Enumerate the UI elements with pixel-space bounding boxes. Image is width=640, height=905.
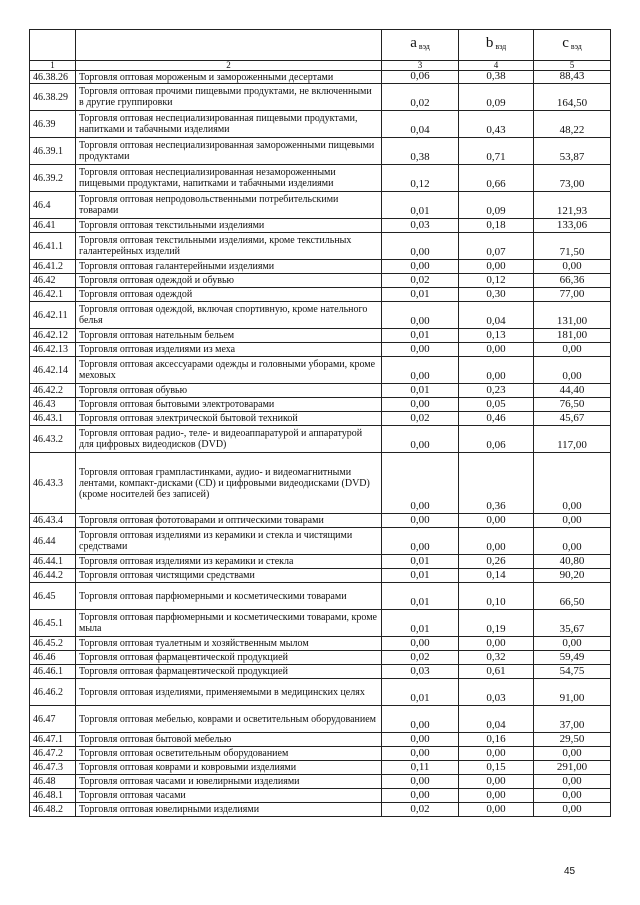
- table-row: [30, 665, 611, 679]
- table-row: [30, 71, 611, 84]
- row-b-value: 0,03: [459, 679, 534, 706]
- row-code: 46.48.2: [30, 803, 76, 817]
- row-b-value: 0,26: [459, 555, 534, 569]
- row-c-value: 0,00: [534, 803, 611, 817]
- row-c-value: 291,00: [534, 761, 611, 775]
- row-name: Торговля оптовая прочими пищевыми продуктами, не включенными в другие группировки: [76, 84, 382, 111]
- table-row: [30, 761, 611, 775]
- row-name: Торговля оптовая фармацевтической продукцией: [76, 665, 382, 679]
- row-c-value: 91,00: [534, 679, 611, 706]
- row-name: Торговля оптовая фототоварами и оптическими товарами: [76, 514, 382, 528]
- row-b-value: 0,10: [459, 583, 534, 610]
- table-row: [30, 260, 611, 274]
- table-row: [30, 138, 611, 165]
- row-a-value: 0,00: [382, 453, 459, 514]
- column-number: 2: [76, 61, 382, 71]
- row-code: 46.41.2: [30, 260, 76, 274]
- row-b-value: 0,00: [459, 514, 534, 528]
- row-c-value: 181,00: [534, 329, 611, 343]
- row-code: 46.43.1: [30, 412, 76, 426]
- header-a-letter: a: [410, 35, 417, 51]
- table-row: [30, 775, 611, 789]
- row-name: Торговля оптовая электрической бытовой техникой: [76, 412, 382, 426]
- row-c-value: 66,50: [534, 583, 611, 610]
- table-row: [30, 610, 611, 637]
- row-code: 46.42.12: [30, 329, 76, 343]
- row-b-value: 0,61: [459, 665, 534, 679]
- header-c-cell: [534, 30, 611, 61]
- row-code: 46.48.1: [30, 789, 76, 803]
- table-row: [30, 329, 611, 343]
- row-name: Торговля оптовая одеждой: [76, 288, 382, 302]
- row-b-value: 0,00: [459, 260, 534, 274]
- row-code: 46.39.2: [30, 165, 76, 192]
- row-code: 46.47.1: [30, 733, 76, 747]
- table-row: [30, 384, 611, 398]
- row-c-value: 59,49: [534, 651, 611, 665]
- row-c-value: 0,00: [534, 637, 611, 651]
- row-a-value: 0,00: [382, 233, 459, 260]
- row-name: Торговля оптовая изделиями из керамики и стекла и чистящими средствами: [76, 528, 382, 555]
- table-row: [30, 192, 611, 219]
- header-c-letter: c: [562, 35, 569, 51]
- row-c-value: 0,00: [534, 775, 611, 789]
- row-b-value: 0,00: [459, 775, 534, 789]
- row-c-value: 121,93: [534, 192, 611, 219]
- row-name: Торговля оптовая неспециализированная замороженными пищевыми продуктами: [76, 138, 382, 165]
- row-code: 46.45.1: [30, 610, 76, 637]
- row-code: 46.42.1: [30, 288, 76, 302]
- row-code: 46.42.2: [30, 384, 76, 398]
- row-c-value: 0,00: [534, 343, 611, 357]
- row-name: Торговля оптовая изделиями из меха: [76, 343, 382, 357]
- row-code: 46.47.2: [30, 747, 76, 761]
- row-c-value: 133,06: [534, 219, 611, 233]
- row-name: Торговля оптовая радио-, теле- и видеоаппаратурой и аппаратурой для цифровых видеодисков (DVD): [76, 426, 382, 453]
- table-row: [30, 679, 611, 706]
- row-b-value: 0,15: [459, 761, 534, 775]
- table-row: [30, 274, 611, 288]
- row-name: Торговля оптовая ювелирными изделиями: [76, 803, 382, 817]
- column-number: 4: [459, 61, 534, 71]
- row-a-value: 0,00: [382, 733, 459, 747]
- row-code: 46.44: [30, 528, 76, 555]
- row-name: Торговля оптовая бытовой мебелью: [76, 733, 382, 747]
- row-a-value: 0,00: [382, 637, 459, 651]
- row-c-value: 0,00: [534, 528, 611, 555]
- row-b-value: 0,36: [459, 453, 534, 514]
- row-name: Торговля оптовая часами: [76, 789, 382, 803]
- row-c-value: 53,87: [534, 138, 611, 165]
- row-b-value: 0,32: [459, 651, 534, 665]
- table-row: [30, 84, 611, 111]
- row-c-value: 40,80: [534, 555, 611, 569]
- row-a-value: 0,00: [382, 775, 459, 789]
- row-b-value: 0,43: [459, 111, 534, 138]
- row-c-value: 44,40: [534, 384, 611, 398]
- row-code: 46.38.29: [30, 84, 76, 111]
- row-b-value: 0,07: [459, 233, 534, 260]
- row-name: Торговля оптовая одеждой и обувью: [76, 274, 382, 288]
- column-number: 3: [382, 61, 459, 71]
- table-body: [30, 30, 611, 817]
- row-name: Торговля оптовая чистящими средствами: [76, 569, 382, 583]
- row-b-value: 0,00: [459, 528, 534, 555]
- row-a-value: 0,01: [382, 329, 459, 343]
- table-row: [30, 637, 611, 651]
- row-name: Торговля оптовая галантерейными изделиями: [76, 260, 382, 274]
- table-row: [30, 555, 611, 569]
- row-name: Торговля оптовая одеждой, включая спортивную, кроме нательного белья: [76, 302, 382, 329]
- header-a-cell: [382, 30, 459, 61]
- table-row: [30, 789, 611, 803]
- row-a-value: 0,11: [382, 761, 459, 775]
- table-row: [30, 514, 611, 528]
- row-name: Торговля оптовая текстильными изделиями, кроме текстильных галантерейных изделий: [76, 233, 382, 260]
- row-code: 46.38.26: [30, 71, 76, 84]
- row-c-value: 0,00: [534, 453, 611, 514]
- row-c-value: 0,00: [534, 514, 611, 528]
- table-row: [30, 219, 611, 233]
- page-number: 45: [564, 866, 576, 877]
- table-row: [30, 357, 611, 384]
- row-c-value: 73,00: [534, 165, 611, 192]
- row-code: 46.41.1: [30, 233, 76, 260]
- row-b-value: 0,05: [459, 398, 534, 412]
- row-b-value: 0,13: [459, 329, 534, 343]
- row-name: Торговля оптовая непродовольственными потребительскими товарами: [76, 192, 382, 219]
- row-code: 46.43.4: [30, 514, 76, 528]
- table-row: [30, 111, 611, 138]
- row-c-value: 29,50: [534, 733, 611, 747]
- table-row: [30, 343, 611, 357]
- row-b-value: 0,66: [459, 165, 534, 192]
- row-b-value: 0,12: [459, 274, 534, 288]
- row-code: 46.4: [30, 192, 76, 219]
- header-name-cell: [76, 30, 382, 61]
- row-c-value: 66,36: [534, 274, 611, 288]
- row-code: 46.43: [30, 398, 76, 412]
- row-name: Торговля оптовая изделиями, применяемыми в медицинских целях: [76, 679, 382, 706]
- row-a-value: 0,01: [382, 555, 459, 569]
- row-b-value: 0,46: [459, 412, 534, 426]
- row-b-value: 0,00: [459, 343, 534, 357]
- table-row: [30, 453, 611, 514]
- row-code: 46.42: [30, 274, 76, 288]
- row-b-value: 0,19: [459, 610, 534, 637]
- header-b-cell: [459, 30, 534, 61]
- row-code: 46.46: [30, 651, 76, 665]
- row-c-value: 48,22: [534, 111, 611, 138]
- row-name: Торговля оптовая неспециализированная незамороженными пищевыми продуктами, напитками и табачными изделиями: [76, 165, 382, 192]
- row-code: 46.46.2: [30, 679, 76, 706]
- row-code: 46.43.3: [30, 453, 76, 514]
- row-a-value: 0,00: [382, 706, 459, 733]
- row-b-value: 0,00: [459, 747, 534, 761]
- row-a-value: 0,00: [382, 302, 459, 329]
- row-code: 46.44.1: [30, 555, 76, 569]
- row-code: 46.39: [30, 111, 76, 138]
- row-a-value: 0,06: [382, 71, 459, 84]
- row-code: 46.39.1: [30, 138, 76, 165]
- table-row: [30, 398, 611, 412]
- column-number: 1: [30, 61, 76, 71]
- row-name: Торговля оптовая текстильными изделиями: [76, 219, 382, 233]
- row-a-value: 0,03: [382, 219, 459, 233]
- table-row: [30, 569, 611, 583]
- row-name: Торговля оптовая осветительным оборудованием: [76, 747, 382, 761]
- row-name: Торговля оптовая бытовыми электротоварами: [76, 398, 382, 412]
- row-b-value: 0,04: [459, 706, 534, 733]
- row-code: 46.43.2: [30, 426, 76, 453]
- coefficients-table: [29, 29, 611, 817]
- row-a-value: 0,38: [382, 138, 459, 165]
- row-a-value: 0,12: [382, 165, 459, 192]
- row-a-value: 0,00: [382, 514, 459, 528]
- row-b-value: 0,18: [459, 219, 534, 233]
- row-code: 46.46.1: [30, 665, 76, 679]
- row-c-value: 117,00: [534, 426, 611, 453]
- table-row: [30, 747, 611, 761]
- row-code: 46.44.2: [30, 569, 76, 583]
- row-code: 46.41: [30, 219, 76, 233]
- row-name: Торговля оптовая фармацевтической продукцией: [76, 651, 382, 665]
- row-code: 46.48: [30, 775, 76, 789]
- row-name: Торговля оптовая туалетным и хозяйственным мылом: [76, 637, 382, 651]
- table-row: [30, 426, 611, 453]
- row-c-value: 54,75: [534, 665, 611, 679]
- row-a-value: 0,02: [382, 274, 459, 288]
- row-a-value: 0,01: [382, 384, 459, 398]
- row-b-value: 0,00: [459, 357, 534, 384]
- header-b-sub: вэд: [495, 42, 507, 51]
- row-b-value: 0,00: [459, 803, 534, 817]
- row-c-value: 0,00: [534, 747, 611, 761]
- row-a-value: 0,02: [382, 803, 459, 817]
- row-b-value: 0,16: [459, 733, 534, 747]
- header-row: [30, 30, 611, 61]
- row-code: 46.42.11: [30, 302, 76, 329]
- header-a-sub: вэд: [418, 42, 430, 51]
- row-c-value: 90,20: [534, 569, 611, 583]
- row-name: Торговля оптовая парфюмерными и косметическими товарами: [76, 583, 382, 610]
- table-row: [30, 583, 611, 610]
- table-row: [30, 803, 611, 817]
- row-c-value: 0,00: [534, 260, 611, 274]
- table-row: [30, 288, 611, 302]
- header-code-cell: [30, 30, 76, 61]
- row-name: Торговля оптовая мебелью, коврами и осветительным оборудованием: [76, 706, 382, 733]
- row-c-value: 35,67: [534, 610, 611, 637]
- row-name: Торговля оптовая неспециализированная пищевыми продуктами, напитками и табачными изделиями: [76, 111, 382, 138]
- row-a-value: 0,01: [382, 569, 459, 583]
- table-row: [30, 651, 611, 665]
- table-row: [30, 302, 611, 329]
- row-c-value: 45,67: [534, 412, 611, 426]
- row-b-value: 0,38: [459, 71, 534, 84]
- row-a-value: 0,02: [382, 84, 459, 111]
- row-c-value: 88,43: [534, 71, 611, 84]
- row-b-value: 0,71: [459, 138, 534, 165]
- row-a-value: 0,01: [382, 192, 459, 219]
- row-name: Торговля оптовая нательным бельем: [76, 329, 382, 343]
- row-b-value: 0,09: [459, 192, 534, 219]
- row-name: Торговля оптовая аксессуарами одежды и головными уборами, кроме меховых: [76, 357, 382, 384]
- row-b-value: 0,23: [459, 384, 534, 398]
- row-name: Торговля оптовая часами и ювелирными изделиями: [76, 775, 382, 789]
- row-b-value: 0,00: [459, 789, 534, 803]
- table-row: [30, 528, 611, 555]
- row-code: 46.47: [30, 706, 76, 733]
- row-a-value: 0,01: [382, 679, 459, 706]
- column-number-row: [30, 61, 611, 71]
- row-c-value: 0,00: [534, 357, 611, 384]
- row-c-value: 77,00: [534, 288, 611, 302]
- row-b-value: 0,04: [459, 302, 534, 329]
- row-a-value: 0,00: [382, 426, 459, 453]
- row-a-value: 0,00: [382, 789, 459, 803]
- row-c-value: 76,50: [534, 398, 611, 412]
- row-b-value: 0,00: [459, 637, 534, 651]
- row-b-value: 0,06: [459, 426, 534, 453]
- table-row: [30, 165, 611, 192]
- row-name: Торговля оптовая обувью: [76, 384, 382, 398]
- row-name: Торговля оптовая коврами и ковровыми изделиями: [76, 761, 382, 775]
- table-row: [30, 733, 611, 747]
- row-name: Торговля оптовая грампластинками, аудио- и видеомагнитными лентами, компакт-дисками (CD) и цифровыми видеодисками (DVD) (кроме носителей без записей): [76, 453, 382, 514]
- row-a-value: 0,00: [382, 260, 459, 274]
- row-code: 46.45: [30, 583, 76, 610]
- row-code: 46.42.13: [30, 343, 76, 357]
- row-code: 46.47.3: [30, 761, 76, 775]
- row-name: Торговля оптовая мороженым и замороженными десертами: [76, 71, 382, 84]
- row-a-value: 0,01: [382, 583, 459, 610]
- row-a-value: 0,03: [382, 665, 459, 679]
- row-a-value: 0,00: [382, 747, 459, 761]
- row-b-value: 0,30: [459, 288, 534, 302]
- row-name: Торговля оптовая парфюмерными и косметическими товарами, кроме мыла: [76, 610, 382, 637]
- row-b-value: 0,09: [459, 84, 534, 111]
- row-a-value: 0,01: [382, 610, 459, 637]
- column-number: 5: [534, 61, 611, 71]
- row-c-value: 131,00: [534, 302, 611, 329]
- row-c-value: 0,00: [534, 789, 611, 803]
- row-a-value: 0,01: [382, 288, 459, 302]
- table-row: [30, 233, 611, 260]
- row-code: 46.42.14: [30, 357, 76, 384]
- row-a-value: 0,00: [382, 343, 459, 357]
- row-a-value: 0,00: [382, 398, 459, 412]
- table-row: [30, 706, 611, 733]
- table-row: [30, 412, 611, 426]
- row-a-value: 0,02: [382, 651, 459, 665]
- header-c-sub: вэд: [570, 42, 582, 51]
- row-a-value: 0,04: [382, 111, 459, 138]
- row-a-value: 0,02: [382, 412, 459, 426]
- row-code: 46.45.2: [30, 637, 76, 651]
- row-a-value: 0,00: [382, 357, 459, 384]
- row-c-value: 71,50: [534, 233, 611, 260]
- row-b-value: 0,14: [459, 569, 534, 583]
- row-c-value: 37,00: [534, 706, 611, 733]
- row-name: Торговля оптовая изделиями из керамики и стекла: [76, 555, 382, 569]
- row-a-value: 0,00: [382, 528, 459, 555]
- header-b-letter: b: [485, 35, 494, 51]
- row-c-value: 164,50: [534, 84, 611, 111]
